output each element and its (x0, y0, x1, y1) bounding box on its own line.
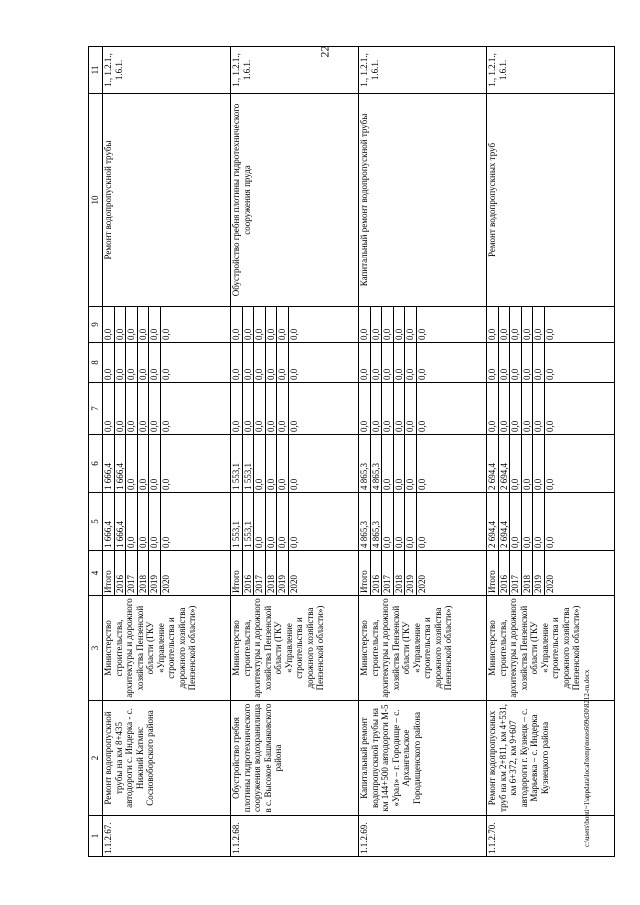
year-cell-value: 2019 (277, 551, 289, 595)
year-cell-value: 2019 (533, 551, 545, 595)
total-funding-cell-value: 1 666,4 (115, 493, 127, 550)
year-cell-value: 2017 (510, 551, 522, 595)
regional-budget-cell-value: 0,0 (510, 435, 522, 492)
row-number: 1.1.2.70. (487, 816, 615, 857)
regional-budget-cell-value: 0,0 (405, 435, 417, 492)
federal-budget-cell-value: 0,0 (394, 383, 406, 434)
total-funding-cell (487, 493, 615, 551)
federal-budget-cell (487, 383, 615, 435)
other-sources-cell-value: 0,0 (231, 307, 243, 342)
total-funding-cell-value: 4 865,3 (359, 493, 371, 550)
federal-budget-cell-value: 0,0 (544, 420, 555, 432)
federal-budget-cell-value: 0,0 (416, 420, 427, 432)
local-budget-cell-value: 0,0 (266, 343, 278, 382)
total-funding-cell-value: 0,0 (510, 493, 522, 550)
local-budget-cell-value: 0,0 (487, 343, 499, 382)
regional-budget-cell-value: 0,0 (149, 435, 161, 492)
federal-budget-cell (103, 383, 231, 435)
federal-budget-cell-value: 0,0 (405, 383, 417, 434)
local-budget-cell-value: 0,0 (277, 343, 289, 382)
total-funding-cell-value: 2 694,4 (487, 493, 499, 550)
local-budget-cell-value: 0,0 (243, 343, 255, 382)
other-sources-cell-value: 0,0 (405, 307, 417, 342)
local-budget-cell-value: 0,0 (499, 343, 511, 382)
executor: Министерство строительства, архитектуры и дорожного хозяйства Пензенской области (ГКУ «Управление строительства и дорожного хозяйства Пензенской области») (487, 596, 615, 701)
row-number: 1.1.2.69. (359, 816, 487, 857)
other-sources-cell-value: 0,0 (138, 307, 150, 342)
other-sources-cell-value: 0,0 (371, 307, 383, 342)
other-sources-cell-value: 0,0 (510, 307, 522, 342)
federal-budget-cell-value: 0,0 (533, 383, 545, 434)
local-budget-cell-value: 0,0 (416, 368, 427, 380)
total-funding-cell-value: 0,0 (126, 493, 138, 550)
total-funding-cell-value: 0,0 (394, 493, 406, 550)
other-sources-cell-value: 0,0 (394, 307, 406, 342)
local-budget-cell (103, 343, 231, 383)
total-funding-cell-value: 0,0 (149, 493, 161, 550)
local-budget-cell-value: 0,0 (359, 343, 371, 382)
regional-budget-cell-value: 2 694,4 (499, 435, 511, 492)
total-funding-cell-value: 0,0 (160, 536, 171, 548)
measure-name: Ремонт водопропускных труб на км 2+811, км 4+531, км 6+372, км 9+607 автодороги г. Кузнецк – с. Марьевка – с. Индерка Кузнецкого района (487, 701, 615, 816)
year-cell-value: 2018 (138, 551, 150, 595)
federal-budget-cell-value: 0,0 (382, 383, 394, 434)
year-cell-value: 2016 (243, 551, 255, 595)
header-cell: 2 (89, 701, 103, 816)
measure-row (231, 47, 359, 857)
executor: Министерство строительства, архитектуры и дорожного хозяйства Пензенской области (ГКУ «Управление строительства и дорожного хозяйства Пензенской области») (231, 596, 359, 701)
indicator-reference: 1., 1.2.1., 1.6.1. (231, 47, 359, 94)
header-cell: 11 (89, 47, 103, 94)
federal-budget-cell-value: 0,0 (138, 383, 150, 434)
federal-budget-cell-value: 0,0 (254, 383, 266, 434)
other-sources-cell-value: 0,0 (382, 307, 394, 342)
measure-row (103, 47, 231, 857)
other-sources-cell-value: 0,0 (544, 328, 555, 340)
year-cell-value: 2020 (160, 575, 171, 593)
total-funding-cell-value: 0,0 (405, 493, 417, 550)
federal-budget-cell-value: 0,0 (149, 383, 161, 434)
total-funding-cell-value: 0,0 (544, 536, 555, 548)
year-cell-value: 2020 (416, 575, 427, 593)
federal-budget-cell-value: 0,0 (103, 383, 115, 434)
federal-budget-cell-value: 0,0 (510, 383, 522, 434)
other-sources-cell-value: 0,0 (359, 307, 371, 342)
local-budget-cell (487, 343, 615, 383)
header-cell: 7 (89, 383, 103, 435)
total-funding-cell-value: 1 666,4 (103, 493, 115, 550)
year-cell-value: 2016 (115, 551, 127, 595)
year-cell-value: 2016 (371, 551, 383, 595)
regional-budget-cell-value: 0,0 (394, 435, 406, 492)
other-sources-cell-value: 0,0 (160, 328, 171, 340)
regional-budget-cell-value: 1 553,1 (231, 435, 243, 492)
regional-budget-cell-value: 0,0 (382, 435, 394, 492)
indicator-reference: 1., 1.2.1., 1.6.1. (103, 47, 231, 94)
regional-budget-cell-value: 0,0 (416, 478, 427, 490)
regional-budget-cell (487, 435, 615, 493)
year-cell-value: 2019 (149, 551, 161, 595)
regional-budget-cell-value: 0,0 (533, 435, 545, 492)
federal-budget-cell-value: 0,0 (288, 420, 299, 432)
year-cell-value: 2019 (405, 551, 417, 595)
federal-budget-cell-value: 0,0 (126, 383, 138, 434)
local-budget-cell-value: 0,0 (544, 368, 555, 380)
local-budget-cell-value: 0,0 (405, 343, 417, 382)
result-description: Обустройство гребня плотины гидротехнического сооружения пруда (231, 94, 359, 307)
other-sources-cell-value: 0,0 (254, 307, 266, 342)
regional-budget-cell (103, 435, 231, 493)
local-budget-cell-value: 0,0 (115, 343, 127, 382)
total-funding-cell-value: 0,0 (416, 536, 427, 548)
year-cell (231, 551, 359, 596)
regional-budget-cell-value: 2 694,4 (487, 435, 499, 492)
year-cell-value: Итого (231, 551, 243, 595)
total-funding-cell-value: 4 865,3 (371, 493, 383, 550)
other-sources-cell-value: 0,0 (288, 328, 299, 340)
measure-name: Капитальный ремонт водопропускной трубы на км 144+500 автодороги М-5 «Урал» – г. Городище – с. Архангельское Городищенского района (359, 701, 487, 816)
local-budget-cell-value: 0,0 (138, 343, 150, 382)
indicator-reference: 1., 1.2.1., 1.6.1. (359, 47, 487, 94)
regional-budget-cell-value: 0,0 (266, 435, 278, 492)
federal-budget-cell-value: 0,0 (359, 383, 371, 434)
regional-budget-cell-value: 0,0 (126, 435, 138, 492)
federal-budget-cell-value: 0,0 (160, 420, 171, 432)
total-funding-cell-value: 0,0 (138, 493, 150, 550)
executor: Министерство строительства, архитектуры и дорожного хозяйства Пензенской области (ГКУ «Управление строительства и дорожного хозяйства Пензенской области») (359, 596, 487, 701)
other-sources-cell-value: 0,0 (149, 307, 161, 342)
local-budget-cell-value: 0,0 (510, 343, 522, 382)
year-cell-value: 2018 (266, 551, 278, 595)
local-budget-cell-value: 0,0 (254, 343, 266, 382)
local-budget-cell (359, 343, 487, 383)
federal-budget-cell (231, 383, 359, 435)
measure-row (487, 47, 615, 857)
measure-name: Ремонт водопропускной трубы на км 8+435 автодороги с. Индерка - с. Нижний Катмис Сосновоборского района (103, 701, 231, 816)
result-description: Ремонт водопропускных труб (487, 94, 615, 307)
regional-budget-cell-value: 0,0 (277, 435, 289, 492)
local-budget-cell-value: 0,0 (288, 368, 299, 380)
total-funding-cell-value: 0,0 (382, 493, 394, 550)
other-sources-cell (231, 307, 359, 343)
result-description: Капитальный ремонт водопропускной трубы (359, 94, 487, 307)
year-cell-value: 2018 (394, 551, 406, 595)
year-cell-value: 2017 (254, 551, 266, 595)
year-cell-value: 2018 (522, 551, 534, 595)
total-funding-cell-value: 2 694,4 (499, 493, 511, 550)
federal-budget-cell-value: 0,0 (487, 383, 499, 434)
total-funding-cell-value: 0,0 (254, 493, 266, 550)
total-funding-cell-value: 0,0 (533, 493, 545, 550)
other-sources-cell-value: 0,0 (115, 307, 127, 342)
local-budget-cell-value: 0,0 (231, 343, 243, 382)
regional-budget-cell (359, 435, 487, 493)
year-cell-value: 2020 (288, 575, 299, 593)
total-funding-cell-value: 0,0 (266, 493, 278, 550)
regional-budget-cell-value: 0,0 (288, 478, 299, 490)
regional-budget-cell-value: 0,0 (160, 478, 171, 490)
measure-name: Обустройство гребня плотины гидротехнического сооружения водохранилища в с. Высокое Башмаковского района (231, 701, 359, 816)
local-budget-cell-value: 0,0 (160, 368, 171, 380)
other-sources-cell-value: 0,0 (499, 307, 511, 342)
other-sources-cell-value: 0,0 (487, 307, 499, 342)
total-funding-cell (359, 493, 487, 551)
year-cell-value: Итого (103, 551, 115, 595)
header-cell: 5 (89, 493, 103, 551)
total-funding-cell (103, 493, 231, 551)
header-cell: 4 (89, 551, 103, 596)
header-cell: 10 (89, 94, 103, 307)
footer-file-path: c:\users\bonti~1\appdata\local\temp\notes609d30\8212-ru.docx (583, 669, 591, 847)
other-sources-cell (359, 307, 487, 343)
federal-budget-cell-value: 0,0 (266, 383, 278, 434)
local-budget-cell-value: 0,0 (149, 343, 161, 382)
regional-budget-cell-value: 0,0 (522, 435, 534, 492)
header-cell: 8 (89, 343, 103, 383)
program-measures-table (88, 46, 615, 857)
executor: Министерство строительства, архитектуры и дорожного хозяйства Пензенской области (ГКУ «Управление строительства и дорожного хозяйства Пензенской области») (103, 596, 231, 701)
local-budget-cell-value: 0,0 (382, 343, 394, 382)
year-cell-value: 2017 (126, 551, 138, 595)
page-number: 22 (317, 45, 332, 58)
year-cell (487, 551, 615, 596)
total-funding-cell-value: 0,0 (288, 536, 299, 548)
regional-budget-cell (231, 435, 359, 493)
header-row (89, 47, 103, 857)
regional-budget-cell-value: 1 666,4 (103, 435, 115, 492)
year-cell (103, 551, 231, 596)
federal-budget-cell-value: 0,0 (231, 383, 243, 434)
federal-budget-cell-value: 0,0 (243, 383, 255, 434)
local-budget-cell (231, 343, 359, 383)
other-sources-cell-value: 0,0 (266, 307, 278, 342)
other-sources-cell-value: 0,0 (103, 307, 115, 342)
regional-budget-cell-value: 0,0 (544, 478, 555, 490)
header-cell: 6 (89, 435, 103, 493)
other-sources-cell-value: 0,0 (522, 307, 534, 342)
other-sources-cell-value: 0,0 (277, 307, 289, 342)
total-funding-cell (231, 493, 359, 551)
indicator-reference: 1., 1.2.1., 1.6.1. (487, 47, 615, 94)
rotated-table-container (88, 47, 580, 857)
header-cell: 9 (89, 307, 103, 343)
local-budget-cell-value: 0,0 (103, 343, 115, 382)
year-cell-value: 2017 (382, 551, 394, 595)
other-sources-cell-value: 0,0 (533, 307, 545, 342)
measure-row (359, 47, 487, 857)
regional-budget-cell-value: 1 553,1 (243, 435, 255, 492)
federal-budget-cell-value: 0,0 (499, 383, 511, 434)
local-budget-cell-value: 0,0 (522, 343, 534, 382)
other-sources-cell-value: 0,0 (126, 307, 138, 342)
header-cell: 1 (89, 816, 103, 857)
local-budget-cell-value: 0,0 (533, 343, 545, 382)
regional-budget-cell-value: 4 865,3 (359, 435, 371, 492)
year-cell (359, 551, 487, 596)
other-sources-cell-value: 0,0 (416, 328, 427, 340)
local-budget-cell-value: 0,0 (126, 343, 138, 382)
total-funding-cell-value: 1 553,1 (243, 493, 255, 550)
year-cell-value: Итого (487, 551, 499, 595)
year-cell-value: 2016 (499, 551, 511, 595)
total-funding-cell-value: 0,0 (522, 493, 534, 550)
federal-budget-cell-value: 0,0 (115, 383, 127, 434)
row-number: 1.1.2.68. (231, 816, 359, 857)
regional-budget-cell-value: 0,0 (254, 435, 266, 492)
regional-budget-cell-value: 1 666,4 (115, 435, 127, 492)
federal-budget-cell-value: 0,0 (522, 383, 534, 434)
federal-budget-cell (359, 383, 487, 435)
other-sources-cell (103, 307, 231, 343)
federal-budget-cell-value: 0,0 (277, 383, 289, 434)
year-cell-value: Итого (359, 551, 371, 595)
total-funding-cell-value: 0,0 (277, 493, 289, 550)
year-cell-value: 2020 (544, 575, 555, 593)
row-number: 1.1.2.67. (103, 816, 231, 857)
local-budget-cell-value: 0,0 (394, 343, 406, 382)
federal-budget-cell-value: 0,0 (371, 383, 383, 434)
regional-budget-cell-value: 0,0 (138, 435, 150, 492)
result-description: Ремонт водопропускной трубы (103, 94, 231, 307)
local-budget-cell-value: 0,0 (371, 343, 383, 382)
other-sources-cell (487, 307, 615, 343)
other-sources-cell-value: 0,0 (243, 307, 255, 342)
regional-budget-cell-value: 4 865,3 (371, 435, 383, 492)
header-cell: 3 (89, 596, 103, 701)
total-funding-cell-value: 1 553,1 (231, 493, 243, 550)
